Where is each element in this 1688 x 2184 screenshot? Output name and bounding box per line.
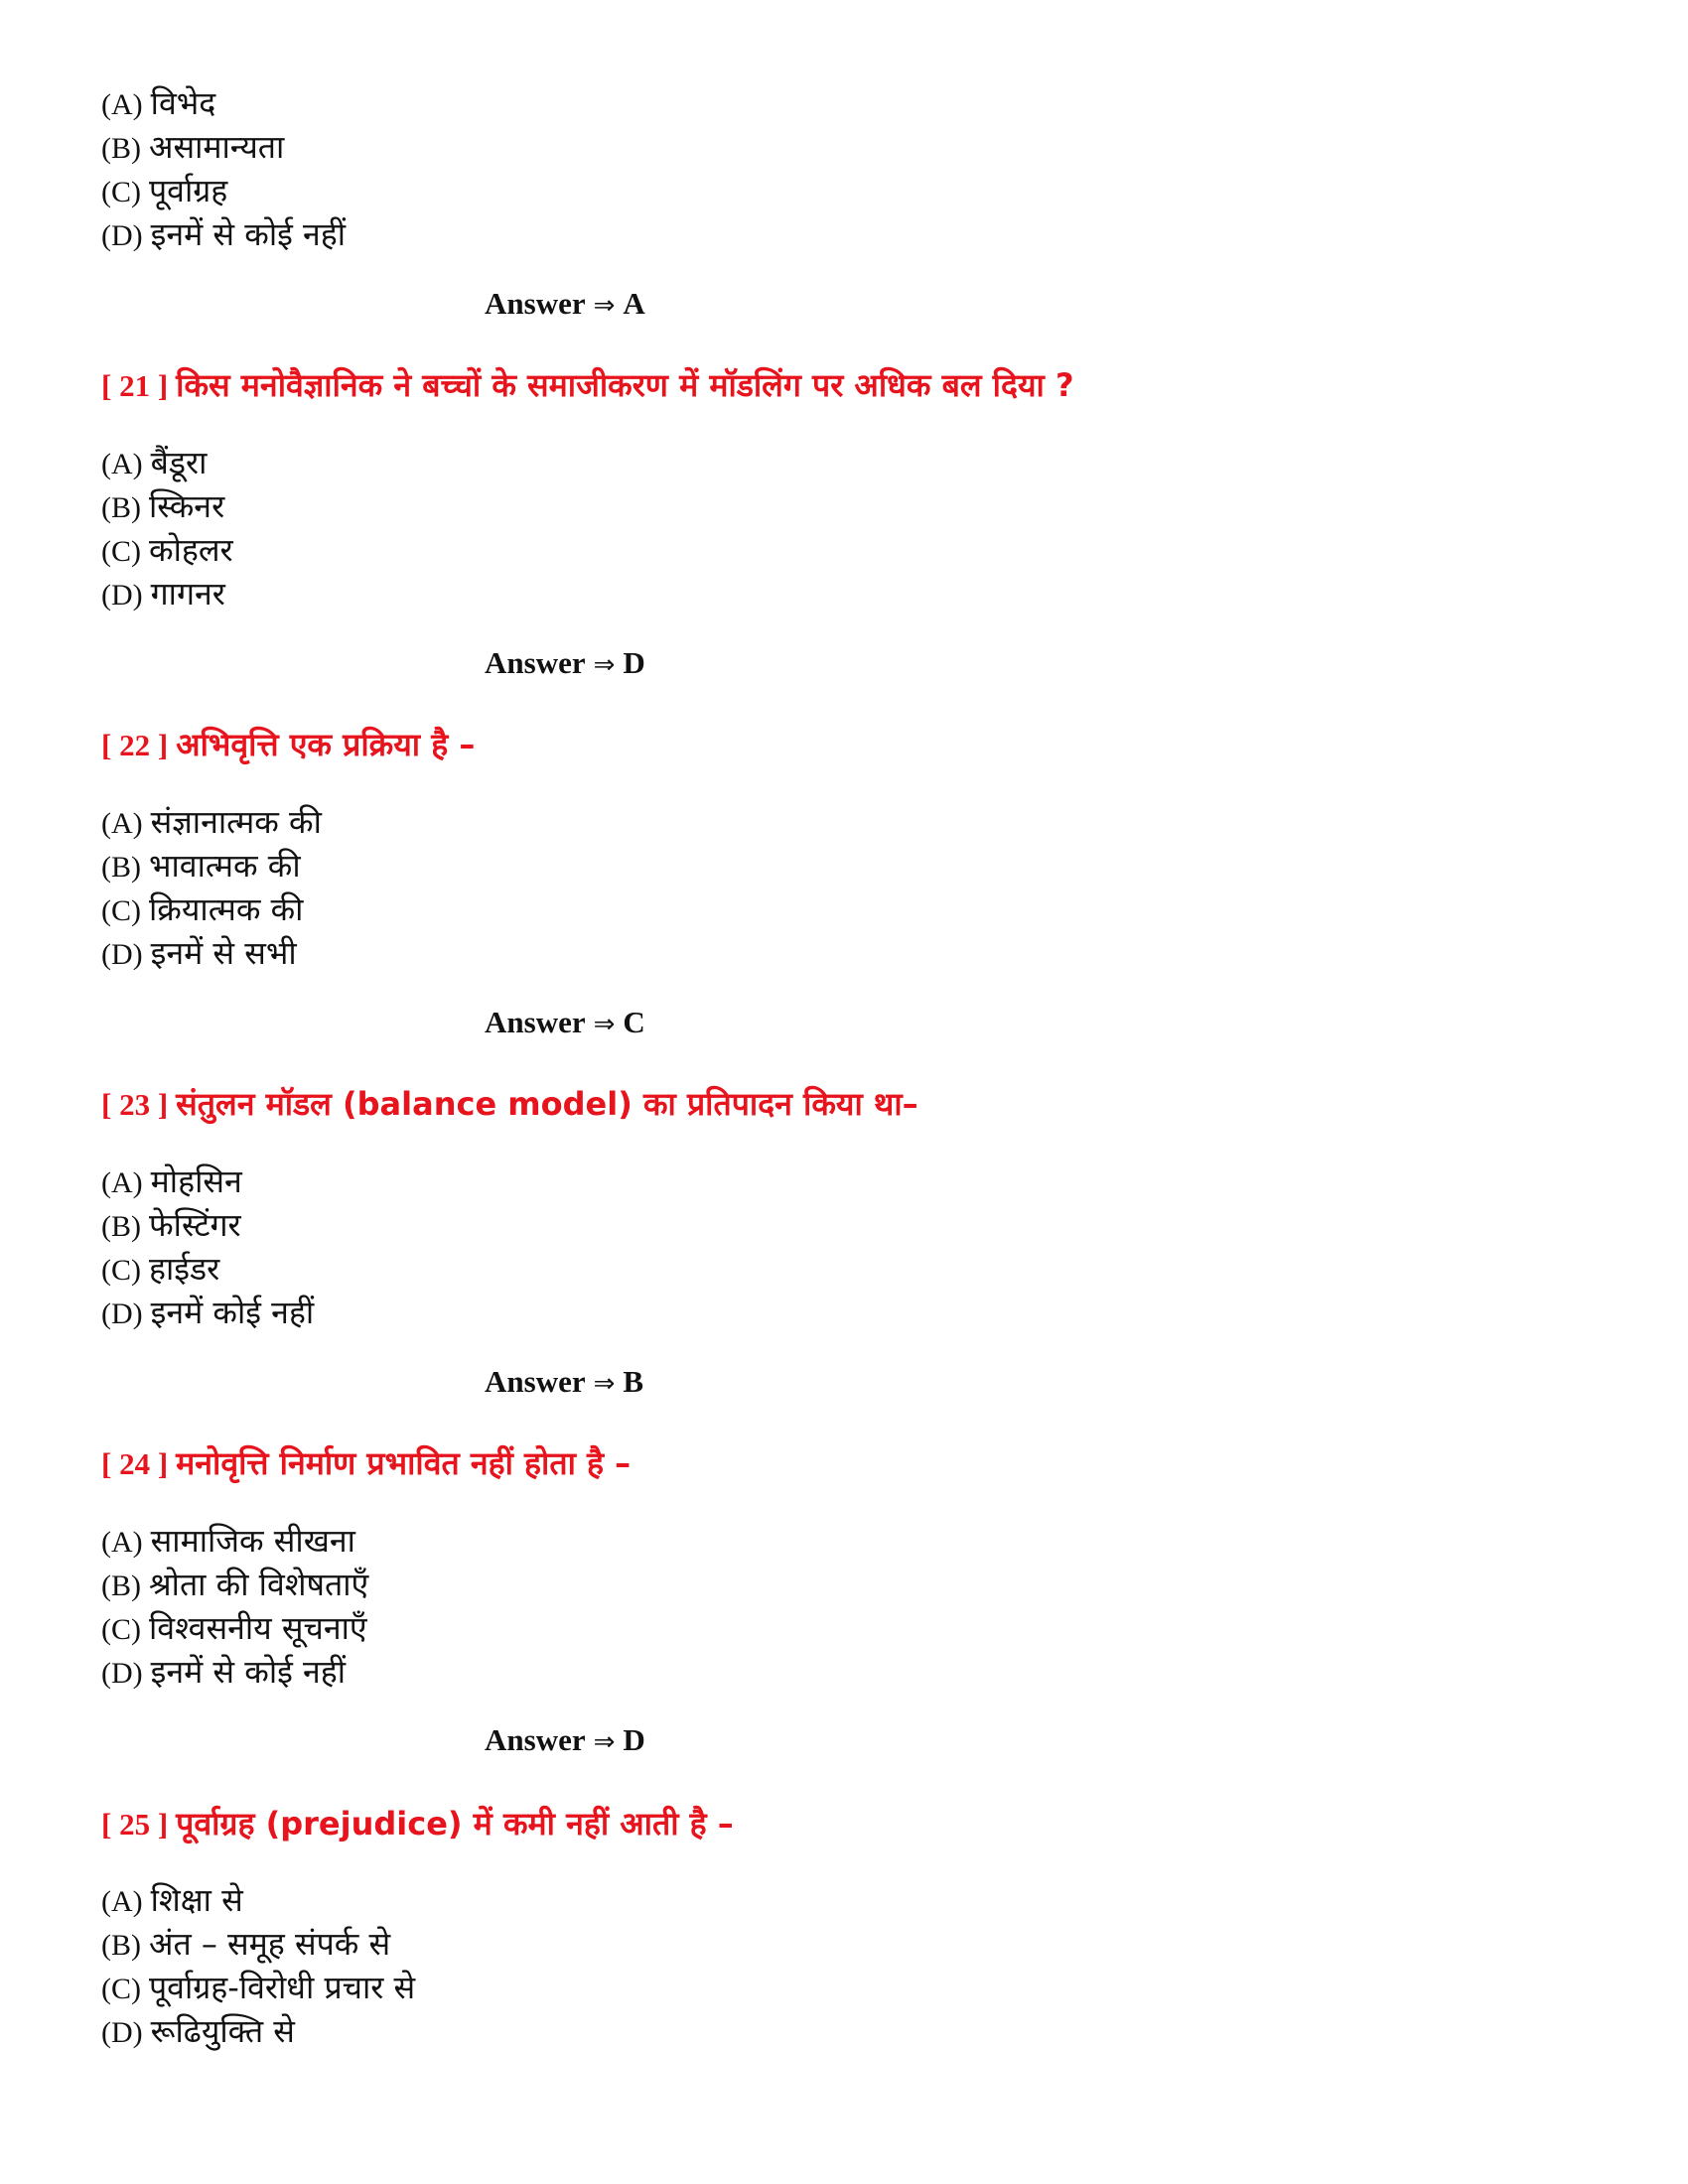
option-d: (D) इनमें कोई नहीं bbox=[101, 1294, 315, 1331]
option-a: (A) मोहसिन bbox=[101, 1162, 242, 1200]
answer-line: Answer ⇒ D bbox=[485, 645, 645, 680]
option-c: (C) विश्वसनीय सूचनाएँ bbox=[101, 1609, 367, 1647]
option-c: (C) क्रियात्मक की bbox=[101, 890, 304, 928]
option-d: (D) इनमें से कोई नहीं bbox=[101, 1653, 347, 1691]
option-c: (C) पूर्वाग्रह bbox=[101, 172, 228, 209]
option-list bbox=[101, 81, 346, 256]
option-b: (B) फेस्टिंगर bbox=[101, 1206, 241, 1244]
option-a: (A) सामाजिक सीखना bbox=[101, 1522, 355, 1560]
question-heading: [ 22 ] अभिवृत्ति एक प्रक्रिया है – bbox=[101, 726, 476, 763]
option-a: (A) संज्ञानात्मक की bbox=[101, 803, 322, 841]
option-a: (A) विभेद bbox=[101, 84, 216, 122]
question-heading: [ 21 ] किस मनोवैज्ञानिक ने बच्चों के समाजीकरण में मॉडलिंग पर अधिक बल दिया ? bbox=[101, 366, 1074, 404]
option-d: (D) गागनर bbox=[101, 575, 225, 613]
answer-line: Answer ⇒ B bbox=[485, 1364, 644, 1399]
option-list bbox=[101, 1878, 415, 2053]
option-a: (A) बैंडूरा bbox=[101, 444, 208, 481]
option-list bbox=[101, 800, 322, 975]
option-b: (B) अंत – समूह संपर्क से bbox=[101, 1925, 391, 1963]
question-heading: [ 24 ] मनोवृत्ति निर्माण प्रभावित नहीं होता है – bbox=[101, 1444, 632, 1482]
option-b: (B) स्किनर bbox=[101, 487, 225, 525]
question-heading: [ 23 ] संतुलन मॉडल (balance model) का प्रतिपादन किया था– bbox=[101, 1085, 918, 1123]
option-b: (B) श्रोता की विशेषताएँ bbox=[101, 1566, 369, 1603]
option-list bbox=[101, 441, 233, 615]
option-d: (D) रूढियुक्ति से bbox=[101, 2012, 295, 2050]
option-c: (C) पूर्वाग्रह-विरोधी प्रचार से bbox=[101, 1969, 416, 2006]
question-heading: [ 25 ] पूर्वाग्रह (prejudice) में कमी नहीं आती है – bbox=[101, 1805, 734, 1843]
option-a: (A) शिक्षा से bbox=[101, 1881, 243, 1919]
option-c: (C) हाईडर bbox=[101, 1250, 220, 1288]
answer-line: Answer ⇒ C bbox=[485, 1005, 645, 1039]
answer-line: Answer ⇒ A bbox=[485, 286, 645, 321]
option-list bbox=[101, 1519, 368, 1694]
option-b: (B) भावात्मक की bbox=[101, 847, 301, 885]
option-c: (C) कोहलर bbox=[101, 531, 233, 569]
option-list bbox=[101, 1160, 314, 1334]
option-d: (D) इनमें से कोई नहीं bbox=[101, 215, 347, 253]
answer-line: Answer ⇒ D bbox=[485, 1722, 645, 1757]
option-b: (B) असामान्यता bbox=[101, 128, 285, 166]
option-d: (D) इनमें से सभी bbox=[101, 934, 297, 972]
